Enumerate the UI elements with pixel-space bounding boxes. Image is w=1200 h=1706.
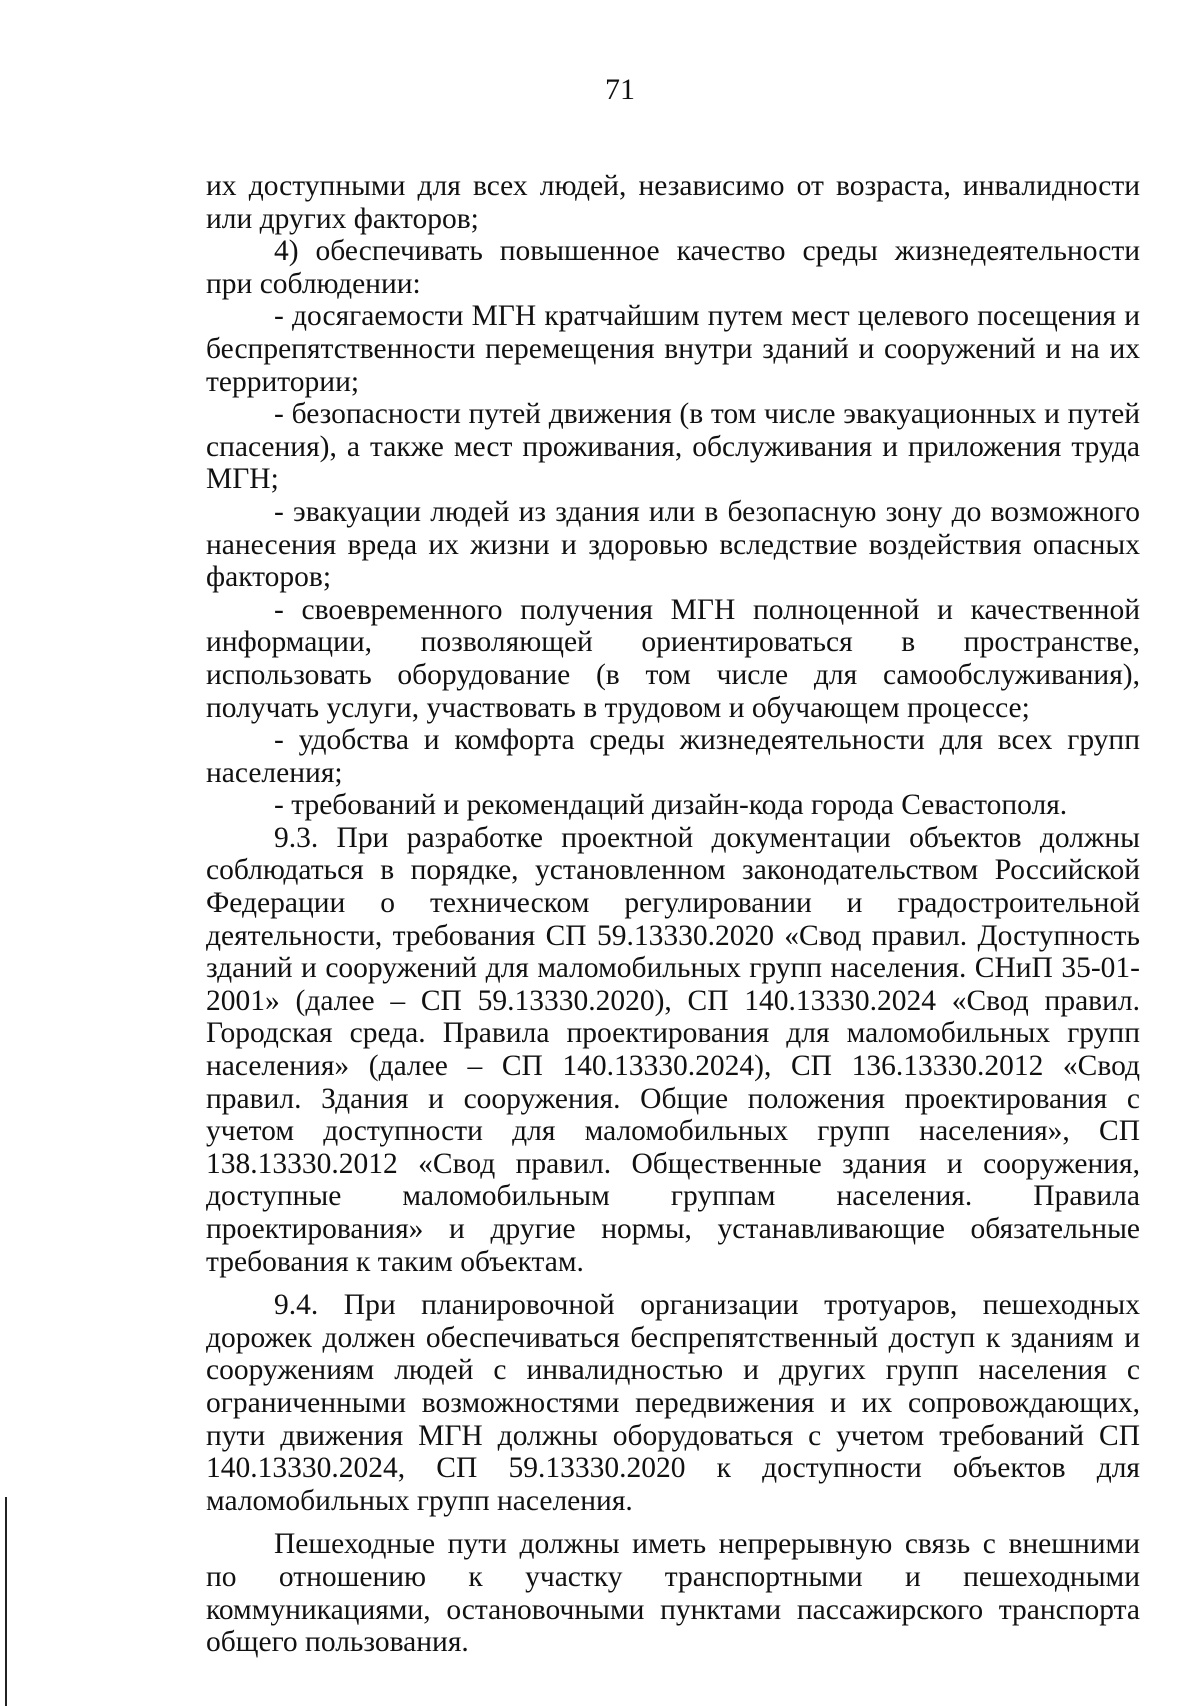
left-margin-line [5, 1497, 7, 1706]
paragraph-pedestrian-paths: Пешеходные пути должны иметь непрерывную связь с внешними по отношению к участку транспортными и пешеходными коммуникациями, остановочными пунктами пассажирского транспорта общего пользования. [206, 1528, 1140, 1659]
paragraph-bullet-comfort: - удобства и комфорта среды жизнедеятельности для всех групп населения; [206, 724, 1140, 789]
paragraph-bullet-design-code: - требований и рекомендаций дизайн-кода города Севастополя. [274, 789, 1068, 822]
paragraph-section-9-3: 9.3. При разработке проектной документации объектов должны соблюдаться в порядке, установленном законодательством Российской Федерации о техническом регулировании и градостроительной деятельности, требования СП 59.13330.2020 «Свод правил. Доступность зданий и сооружений для маломобильных групп населения. СНиП 35-01-2001» (далее – СП 59.13330.2020), СП 140.13330.2024 «Свод правил. Городская среда. Правила проектирования для маломобильных групп населения» (далее – СП 140.13330.2024), СП 136.13330.2012 «Свод правил. Здания и сооружения. Общие положения проектирования с учетом доступности для маломобильных групп населения», СП 138.13330.2012 «Свод правил. Общественные здания и сооружения, доступные маломобильным группам населения. Правила проектирования» и другие нормы, устанавливающие обязательные требования к таким объектам. [206, 821, 1140, 1278]
paragraph-bullet-safety: - безопасности путей движения (в том числе эвакуационных и путей спасения), а также мест проживания, обслуживания и приложения труда МГН; [206, 398, 1140, 496]
page-number: 71 [605, 73, 635, 106]
paragraph-bullet-information: - своевременного получения МГН полноценной и качественной информации, позволяющей ориентироваться в пространстве, использовать оборудование (в том числе для самообслуживания), получать услуги, участвовать в трудовом и обучающем процессе; [206, 593, 1140, 724]
paragraph-section-9-4: 9.4. При планировочной организации тротуаров, пешеходных дорожек должен обеспечиваться беспрепятственный доступ к зданиям и сооружениям людей с инвалидностью и других групп населения с ограниченными возможностями передвижения и их сопровождающих, пути движения МГН должны оборудоваться с учетом требований СП 140.13330.2024, СП 59.13330.2020 к доступности объектов для маломобильных групп населения. [206, 1289, 1140, 1517]
paragraph-bullet-evacuation: - эвакуации людей из здания или в безопасную зону до возможного нанесения вреда их жизни и здоровью вследствие воздействия опасных факторов; [206, 495, 1140, 594]
paragraph-item-4: 4) обеспечивать повышенное качество среды жизнедеятельности при соблюдении: [206, 235, 1140, 300]
paragraph-bullet-reachability: - досягаемости МГН кратчайшим путем мест целевого посещения и беспрепятственности перемещения внутри зданий и сооружений и на их территории; [206, 300, 1140, 398]
document-body [206, 170, 1140, 1659]
paragraph-continuation: их доступными для всех людей, независимо от возраста, инвалидности или других факторов; [206, 170, 1140, 235]
